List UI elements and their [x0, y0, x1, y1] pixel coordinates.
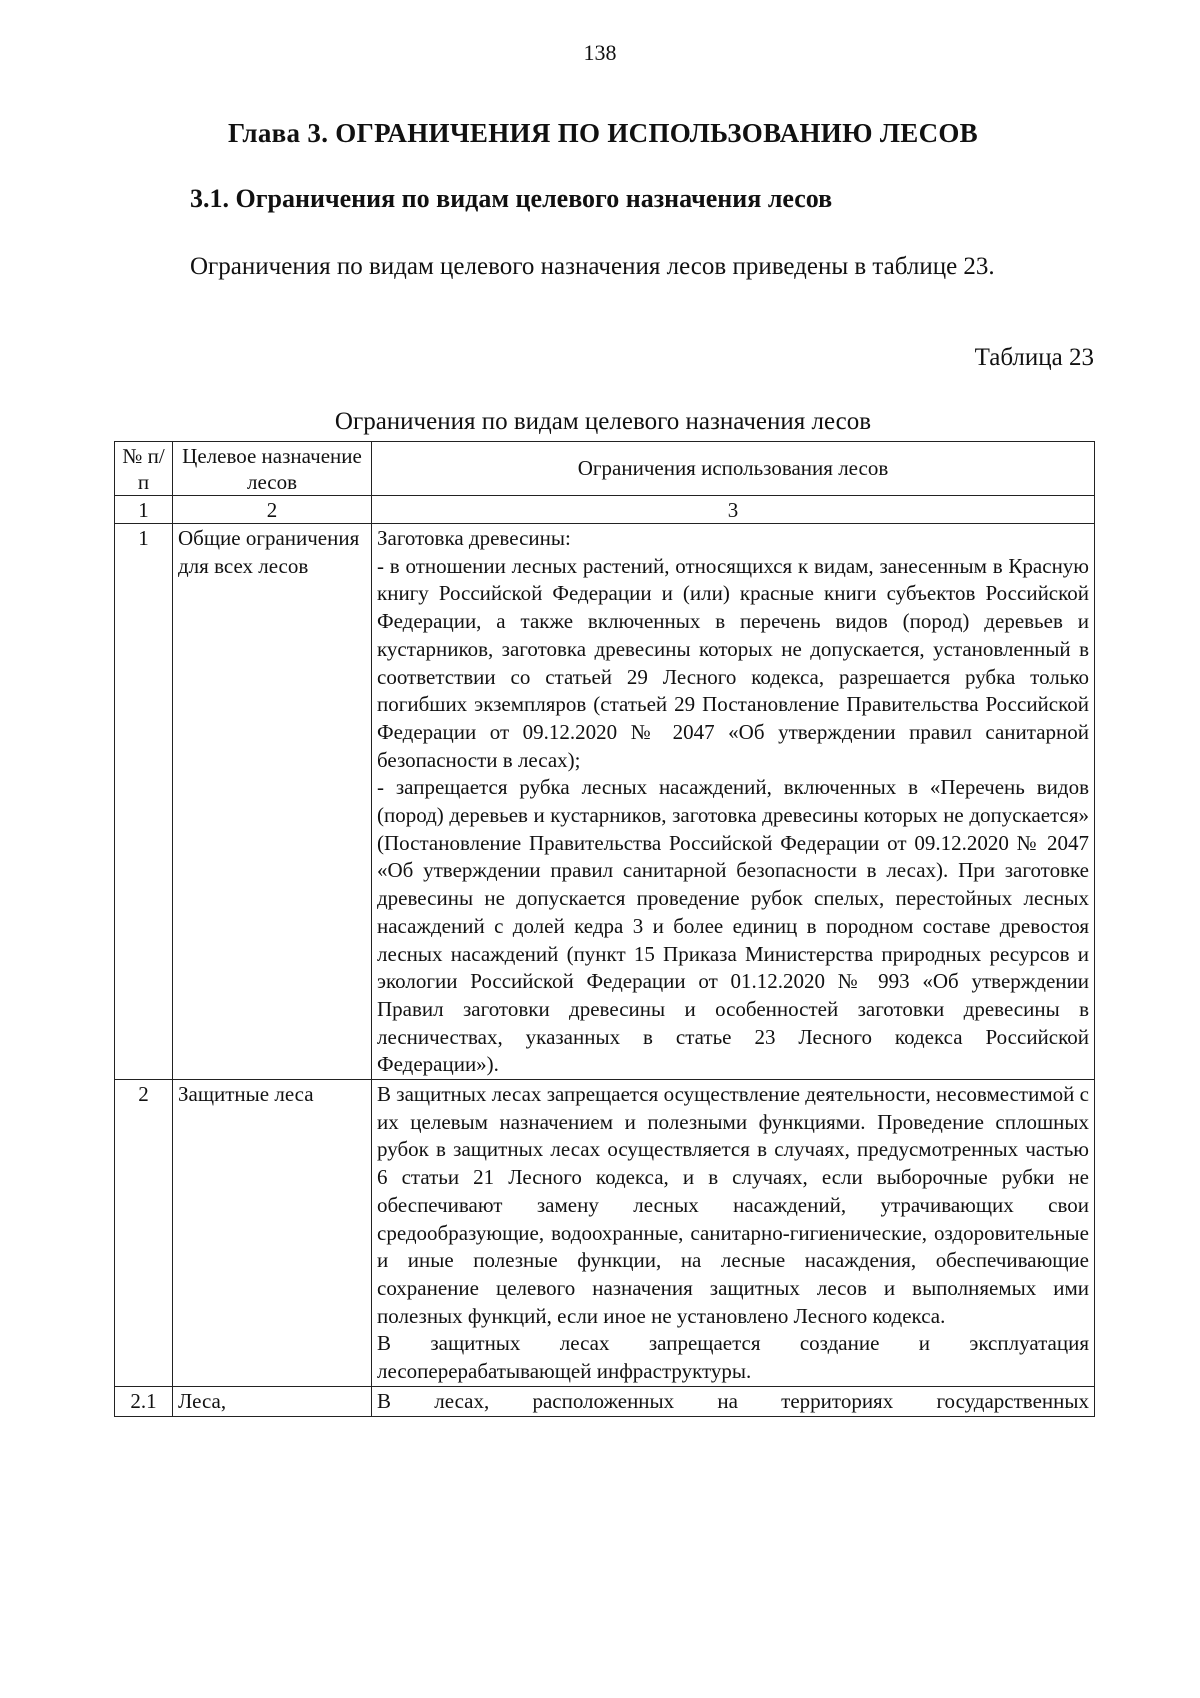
row-purpose: Леса,: [173, 1386, 372, 1416]
row-purpose: Защитные леса: [173, 1080, 372, 1387]
header-purpose: Целевое назначение лесов: [173, 442, 372, 496]
section-title: 3.1. Ограничения по видам целевого назначения лесов: [190, 184, 833, 213]
column-number-2: 2: [173, 496, 372, 524]
restriction-paragraph: - в отношении лесных растений, относящихся к видам, занесенным в Красную книгу Российской Федерации и (или) красные книги субъектов Российской Федерации, а также включенных в перечень видов (пород) деревьев и кустарников, заготовка древесины которых не допускается, установленный в соответствии со статьей 29 Лесного кодекса, разрешается рубка только погибших экземпляров (статьей 29 Постановление Правительства Российской Федерации от 09.12.2020 № 2047 «Об утверждении правил санитарной безопасности в лесах);: [377, 553, 1089, 772]
row-restrictions: [372, 1080, 1095, 1387]
header-number: № п/п: [115, 442, 173, 496]
row-restrictions: [372, 1386, 1095, 1416]
row-number: 2.1: [115, 1386, 173, 1416]
restriction-paragraph: В защитных лесах запрещается осуществление деятельности, несовместимой с их целевым назначением и полезными функциями. Проведение сплошных рубок в защитных лесах осуществляется в случаях, предусмотренных частью 6 статьи 21 Лесного кодекса, и в случаях, если выборочные рубки не обеспечивают замену лесных насаждений, утрачивающих свои средообразующие, водоохранные, санитарно-гигиенические, оздоровительные и иные полезные функции, на лесные насаждения, обеспечивающие сохранение целевого назначения защитных лесов и выполняемых ими полезных функций, если иное не установлено Лесного кодекса.: [377, 1082, 1089, 1328]
table-row: [115, 524, 1095, 1080]
page-number: 138: [583, 40, 617, 65]
table-row: [115, 1386, 1095, 1416]
row-purpose: Общие ограничения для всех лесов: [173, 524, 372, 1080]
restriction-paragraph: - запрещается рубка лесных насаждений, включенных в «Перечень видов (пород) деревьев и кустарников, заготовка древесины которых не допускается» (Постановление Правительства Российской Федерации от 09.12.2020 № 2047 «Об утверждении правил санитарной безопасности в лесах). При заготовке древесины не допускается проведение рубок спелых, перестойных лесных насаждений с долей кедра 3 и более единиц в породном составе древостоя лесных насаждений (пункт 15 Приказа Министерства природных ресурсов и экологии Российской Федерации от 01.12.2020 № 993 «Об утверждении Правил заготовки древесины и особенностей заготовки древесины в лесничествах, указанных в статье 23 Лесного кодекса Российской Федерации»).: [377, 775, 1089, 1077]
header-restrictions: Ограничения использования лесов: [372, 442, 1095, 496]
table-row: [115, 1080, 1095, 1387]
table-label: Таблица 23: [974, 344, 1094, 371]
restrictions-table: [114, 441, 1095, 1417]
restriction-paragraph: В защитных лесах запрещается создание и эксплуатация лесоперерабатывающей инфраструктуры.: [377, 1331, 1089, 1384]
row-number: 2: [115, 1080, 173, 1387]
column-number-1: 1: [115, 496, 173, 524]
chapter-title: Глава 3. ОГРАНИЧЕНИЯ ПО ИСПОЛЬЗОВАНИЮ ЛЕСОВ: [227, 118, 978, 148]
restriction-paragraph: В лесах, расположенных на территориях государственных: [377, 1388, 1089, 1413]
row-number: 1: [115, 524, 173, 1080]
column-number-3: 3: [372, 496, 1095, 524]
table-caption: Ограничения по видам целевого назначения лесов: [334, 408, 872, 435]
intro-paragraph: Ограничения по видам целевого назначения лесов приведены в таблице 23.: [190, 253, 995, 280]
restriction-paragraph: Заготовка древесины:: [377, 526, 571, 550]
table-header-row: [115, 442, 1095, 496]
column-number-row: [115, 496, 1095, 524]
row-restrictions: [372, 524, 1095, 1080]
